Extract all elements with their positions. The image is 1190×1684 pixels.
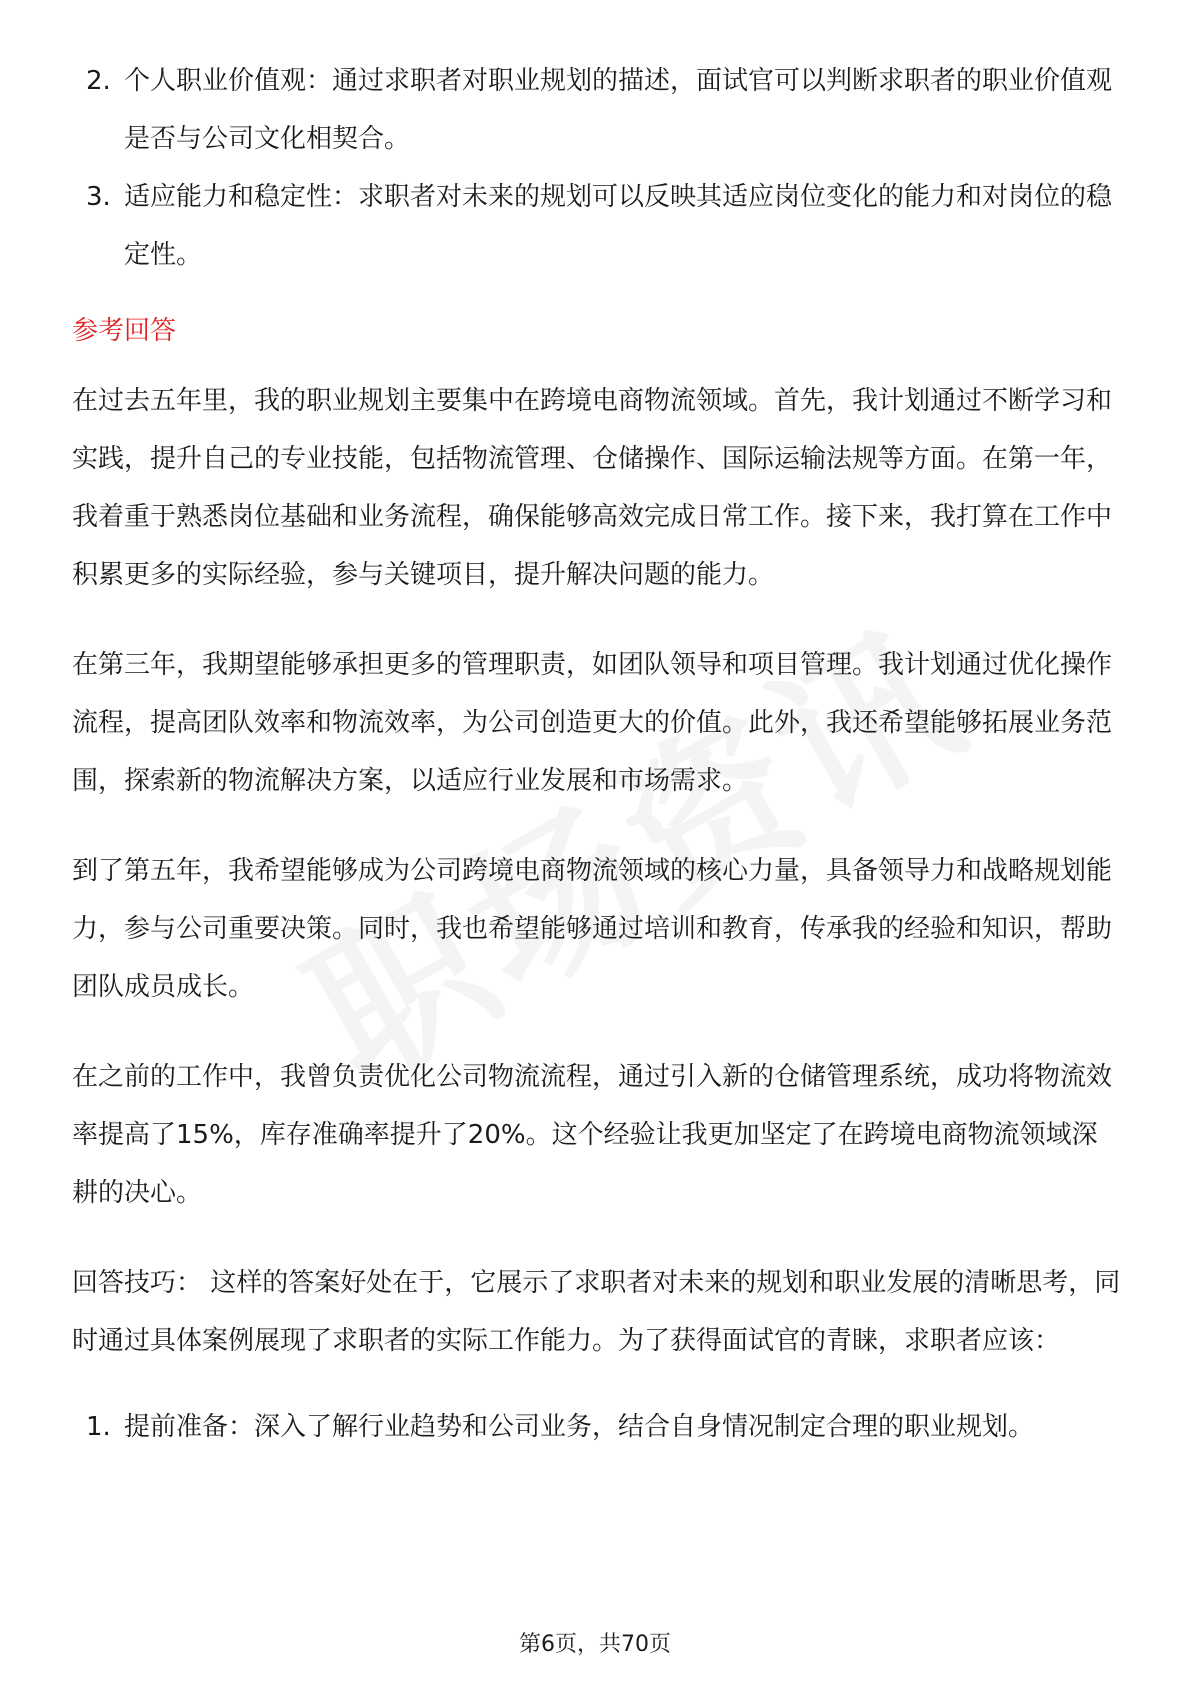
- paragraph: 在之前的工作中，我曾负责优化公司物流流程，通过引入新的仓储管理系统，成功将物流效率提高了15%，库存准确率提升了20%。这个经验让我更加坚定了在跨境电商物流领域深耕的决心。: [72, 1062, 1113, 1208]
- list-item: [72, 52, 1122, 168]
- list-item: [72, 168, 1122, 284]
- numbered-list-bottom: [72, 1398, 1122, 1456]
- list-item: [72, 1398, 1122, 1456]
- list-item-number: 3.: [86, 182, 111, 212]
- paragraph: 到了第五年，我希望能够成为公司跨境电商物流领域的核心力量，具备领导力和战略规划能力，参与公司重要决策。同时，我也希望能够通过培训和教育，传承我的经验和知识，帮助团队成员成长。: [72, 856, 1113, 1002]
- paragraph: 在第三年，我期望能够承担更多的管理职责，如团队领导和项目管理。我计划通过优化操作流程，提高团队效率和物流效率，为公司创造更大的价值。此外，我还希望能够拓展业务范围，探索新的物流解决方案，以适应行业发展和市场需求。: [72, 650, 1113, 796]
- section-heading: 参考回答: [72, 316, 177, 346]
- answer-tip: 回答技巧： 这样的答案好处在于，它展示了求职者对未来的规划和职业发展的清晰思考，同时通过具体案例展现了求职者的实际工作能力。为了获得面试官的青睐，求职者应该：: [72, 1268, 1121, 1356]
- page-footer: 第6页，共70页: [519, 1632, 671, 1657]
- list-item-number: 1.: [86, 1412, 111, 1442]
- list-item-number: 2.: [86, 66, 111, 96]
- page-content: [72, 52, 1122, 1456]
- list-item-text: 个人职业价值观：通过求职者对职业规划的描述，面试官可以判断求职者的职业价值观是否与公司文化相契合。: [124, 66, 1113, 154]
- list-item-text: 适应能力和稳定性：求职者对未来的规划可以反映其适应岗位变化的能力和对岗位的稳定性。: [124, 182, 1113, 270]
- list-item-text: 提前准备：深入了解行业趋势和公司业务，结合自身情况制定合理的职业规划。: [124, 1412, 1035, 1442]
- paragraph: 在过去五年里，我的职业规划主要集中在跨境电商物流领域。首先，我计划通过不断学习和实践，提升自己的专业技能，包括物流管理、仓储操作、国际运输法规等方面。在第一年，我着重于熟悉岗位基础和业务流程，确保能够高效完成日常工作。接下来，我打算在工作中积累更多的实际经验，参与关键项目，提升解决问题的能力。: [72, 386, 1113, 590]
- numbered-list-top: [72, 52, 1122, 284]
